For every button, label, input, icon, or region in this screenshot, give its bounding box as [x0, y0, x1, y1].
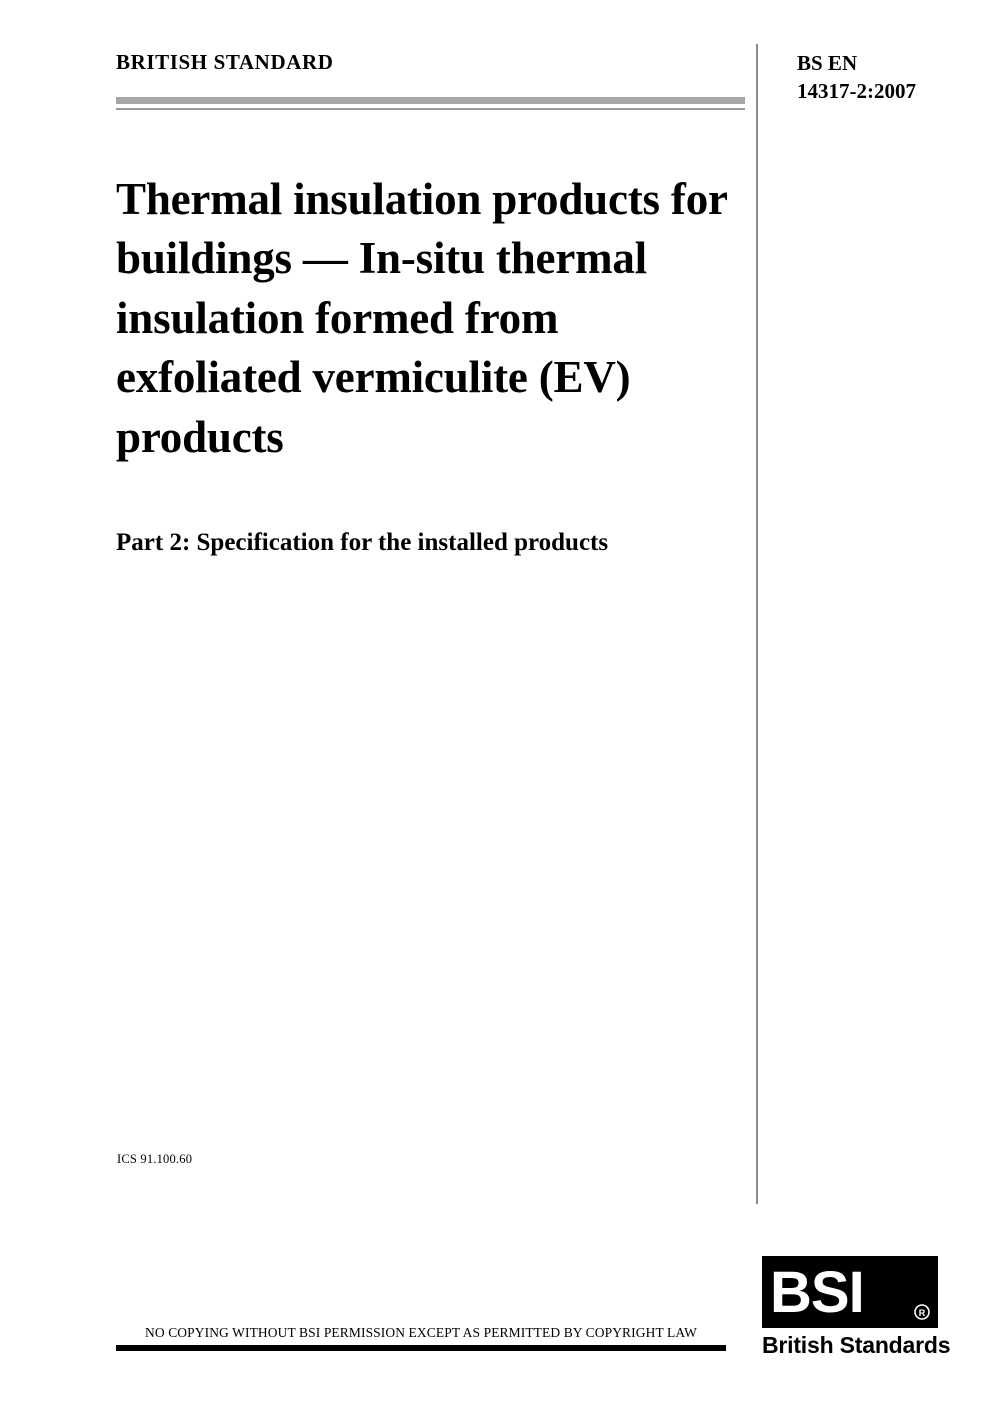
svg-text:R: R [918, 1308, 926, 1318]
header-rule-thick [116, 97, 745, 104]
page-title: Thermal insulation products for buildings — In-situ thermal insulation formed from exfoliated vermiculite (EV) products [116, 174, 727, 462]
standard-number [797, 50, 916, 105]
header-rule-thin [116, 108, 745, 110]
standard-number-line-2: 14317-2:2007 [797, 78, 916, 103]
publication-type-label: BRITISH STANDARD [116, 50, 334, 74]
bsi-logo-icon [762, 1256, 938, 1328]
part-subtitle: Part 2: Specification for the installed products [116, 528, 609, 556]
title-block [116, 170, 741, 560]
bsi-logo-caption: British Standards [762, 1332, 951, 1358]
svg-text:BSI: BSI [770, 1260, 864, 1325]
bsi-logo [762, 1256, 951, 1364]
standard-number-line-1: BS EN [797, 51, 858, 75]
vertical-divider-rule [756, 44, 758, 1204]
copyright-notice: NO COPYING WITHOUT BSI PERMISSION EXCEPT AS PERMITTED BY COPYRIGHT LAW [145, 1325, 697, 1340]
footer-rule [116, 1345, 726, 1351]
ics-classification: ICS 91.100.60 [117, 1152, 193, 1166]
